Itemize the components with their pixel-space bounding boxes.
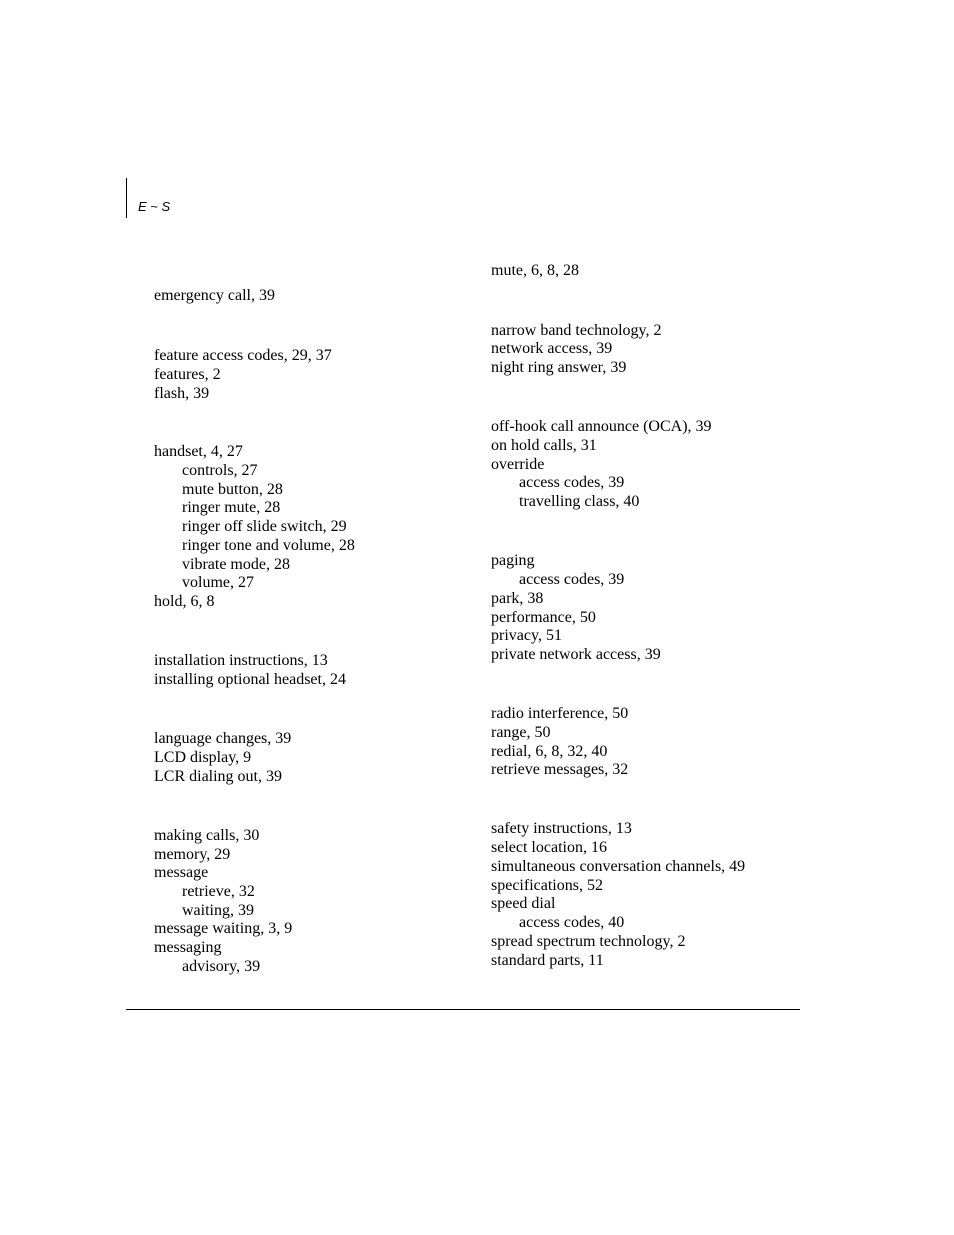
index-entry: mute, 6, 8, 28 <box>491 262 579 279</box>
index-subentry: controls, 27 <box>182 462 258 479</box>
index-entry: features, 2 <box>154 366 221 383</box>
index-entry: off-hook call announce (OCA), 39 <box>491 418 712 435</box>
index-entry: simultaneous conversation channels, 49 <box>491 858 746 875</box>
index-entry: hold, 6, 8 <box>154 593 215 610</box>
index-entry: narrow band technology, 2 <box>491 322 662 339</box>
index-entry: spread spectrum technology, 2 <box>491 933 686 950</box>
index-subentry: access codes, 40 <box>519 914 625 931</box>
index-entry: LCR dialing out, 39 <box>154 768 282 785</box>
index-entry: select location, 16 <box>491 839 607 856</box>
index-entry: speed dial <box>491 895 556 912</box>
index-entry: network access, 39 <box>491 340 613 357</box>
index-entry: handset, 4, 27 <box>154 443 243 460</box>
index-entry: flash, 39 <box>154 385 210 402</box>
index-subentry: access codes, 39 <box>519 571 625 588</box>
index-subentry: ringer off slide switch, 29 <box>182 518 347 535</box>
index-subentry: access codes, 39 <box>519 474 625 491</box>
footer-horizontal-rule <box>126 1009 800 1010</box>
index-entry: safety instructions, 13 <box>491 820 632 837</box>
index-subentry: ringer tone and volume, 28 <box>182 537 355 554</box>
index-entry: memory, 29 <box>154 846 231 863</box>
index-entry: making calls, 30 <box>154 827 260 844</box>
index-entry: message waiting, 3, 9 <box>154 920 293 937</box>
header-vertical-rule <box>126 178 127 218</box>
index-entry: park, 38 <box>491 590 544 607</box>
index-entry: feature access codes, 29, 37 <box>154 347 332 364</box>
index-subentry: ringer mute, 28 <box>182 499 281 516</box>
index-entry: retrieve messages, 32 <box>491 761 629 778</box>
index-entry: radio interference, 50 <box>491 705 629 722</box>
index-entry: paging <box>491 552 535 569</box>
index-subentry: mute button, 28 <box>182 481 283 498</box>
index-entry: emergency call, 39 <box>154 287 275 304</box>
section-range-label: E ~ S <box>138 199 171 214</box>
index-subentry: vibrate mode, 28 <box>182 556 290 573</box>
index-entry: standard parts, 11 <box>491 952 604 969</box>
index-entry: specifications, 52 <box>491 877 603 894</box>
index-entry: installation instructions, 13 <box>154 652 328 669</box>
index-entry: range, 50 <box>491 724 551 741</box>
index-subentry: advisory, 39 <box>182 958 261 975</box>
index-entry: language changes, 39 <box>154 730 292 747</box>
index-subentry: waiting, 39 <box>182 902 254 919</box>
index-entry: messaging <box>154 939 222 956</box>
index-entry: night ring answer, 39 <box>491 359 627 376</box>
index-entry: installing optional headset, 24 <box>154 671 346 688</box>
index-entry: override <box>491 456 545 473</box>
index-entry: on hold calls, 31 <box>491 437 597 454</box>
index-entry: LCD display, 9 <box>154 749 252 766</box>
index-entry: performance, 50 <box>491 609 596 626</box>
index-entry: privacy, 51 <box>491 627 562 644</box>
index-entry: message <box>154 864 209 881</box>
index-subentry: travelling class, 40 <box>519 493 640 510</box>
index-entry: private network access, 39 <box>491 646 661 663</box>
index-subentry: volume, 27 <box>182 574 254 591</box>
index-entry: redial, 6, 8, 32, 40 <box>491 743 608 760</box>
index-subentry: retrieve, 32 <box>182 883 255 900</box>
